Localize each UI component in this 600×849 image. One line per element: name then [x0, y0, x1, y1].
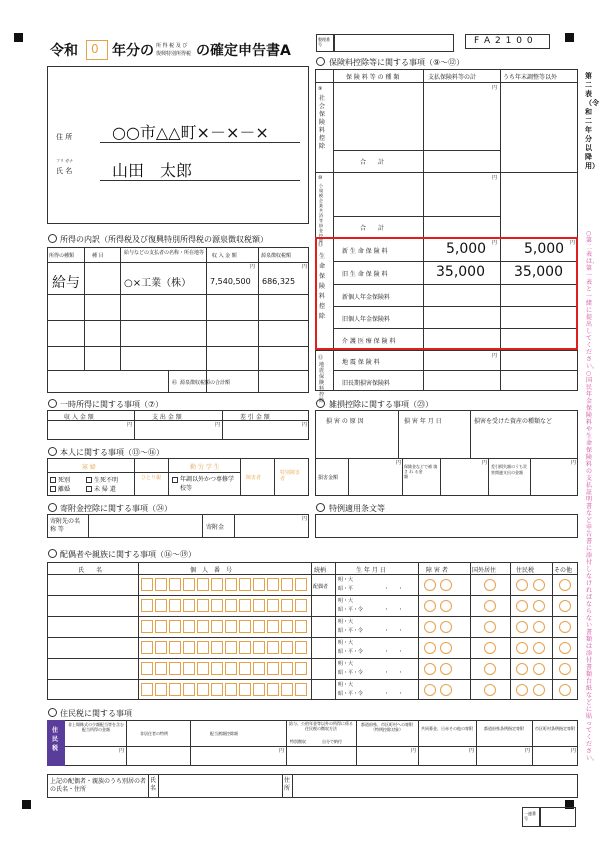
highlight-box — [315, 237, 578, 350]
dependents-title: 配偶者や親族に関する事項（⑯〜⑲） — [60, 550, 196, 559]
special-provision-field[interactable] — [315, 514, 578, 538]
income-amount-value[interactable]: 7,540,500 — [210, 277, 251, 286]
address-value[interactable]: ○○市△△町×－×－× — [112, 123, 269, 142]
new-life-paid-value[interactable]: 5,000 — [446, 241, 487, 257]
serial-number-field[interactable] — [540, 807, 576, 827]
era-label: 令和 — [50, 43, 78, 59]
title-prefix: 年分の — [112, 43, 154, 59]
tax-return-form-page: 令和 0 年分の 所 得 税 及 び 復興特別所得税 の確定申告書A 整理番号 F A 2 1 0 0 住 所 ○○市△△町×－×－× フリ ガナ 氏 名 山田 太郎 所得の内訳（所得税及び復興特別所得税の源泉徴収税額） 所得の種類 種 目 給与などの支払者の名称・所在地等 収 入 金 額 源泉徴収税額 円 円 給与 ○×工業（株） 7,540,500 686,325 ㊺ 源泉徴収税額の合計額 保険料控除等に関する事項（⑨〜⑫） 保 険 料 等 の 種 類 支払保険料等の計 うち年末調整等以外 ⑨ 社会保険料控除 円 合 計 ⑩ 小規模企業共済等掛金控除 円 合 計 ⑪ 生命保険料控除 円 円 新 生 命 保 険 料 旧 生 命 保 険 料 新個人年金保険料 旧個人年金保険料 介 護 医 療 保 険 料 5,000 5,000 35,000 35,000 ⑫ 地震保険料控除 円 地 震 保 険 料 旧長期損害保険料 一時所得に関する事項（⑦） 収 入 金 額 支 出 金 額 差 引 金 額 円 円 円 本人に関する事項（⑬〜⑯） 寡 婦 ひとり親 勤 労 学 生 障害者 特別障害者 死別 離婚 生死不明 未 帰 還 年調以外かつ専修学校等 寄附金控除に関する事項（㉔） 寄附先の名 称 等 寄附金 円 雑損控除に関する事項（㉓） 損 害 の 原 因 損 害 年 月 日 損害を受けた資産の種類など 損害金額 円 保険金などで補 填 さ れ る金 額 円 差引損失額のうち災害関連支出の金額 円 特例適用条文等 配偶者や親族に関する事項（⑯〜⑲） 氏 名 個 人 番 号 続柄 生 年 月 日 障 害 者 国外居住 住民税 その他 配偶者 明・大 昭・平 ・ ・ 明・大 昭・平・令 ・ ・ 明・大 昭・平・令 ・ ・ 明・大 昭・平・令 ・ ・ 明・大 昭・平・令 ・ ・ 明・大 昭・平・令 ・ ・ 住民税に関する事項 住民税 非上場株式の少額配当等を含む配当所得の金額 非居住者の特例 配当割額控除額 給与、公的年金等以外の所得に係る住民税の徴収方法 特別徴収 自分で納付 都道府県、市区町村への寄附（特例控除対象） 共同募金、日赤その他の寄附 都道府県条例指定寄附 市区町村条例指定寄附 円 円 円 円 円 円 上記の配偶者・親族のうち別居の者の氏名・住所 氏名 住所 一連番号 第二表（令和二年分以降用） ○第二表は、第一表と一緒に提出してください。○国民年金保険料や生命保険料の支払証明書など申告書に添付しなければならない書類は添付書類台紙などに貼ってください。 — [0, 0, 600, 849]
side-note-form-number: 第二表（令和二年分以降用） — [585, 72, 599, 170]
registration-mark — [14, 33, 23, 42]
self-items-title: 本人に関する事項（⑬〜⑯） — [60, 448, 164, 457]
form-code: F A 2 1 0 0 — [474, 36, 534, 46]
registration-mark — [22, 800, 31, 809]
side-note-instructions: ○第二表は、第一表と一緒に提出してください。○国民年金保険料や生命保険料の支払証明書など申告書に添付しなければならない書類は添付書類台紙などに貼ってください。 — [586, 230, 599, 762]
payer-value[interactable]: ○×工業（株） — [124, 278, 192, 289]
personal-info-box — [47, 66, 309, 224]
year-field[interactable]: 0 — [91, 42, 99, 56]
donation-table — [47, 514, 309, 538]
special-provision-title: 特例適用条文等 — [329, 504, 385, 513]
new-life-other-value[interactable]: 5,000 — [524, 241, 565, 257]
insurance-title: 保険料控除等に関する事項（⑨〜⑫） — [329, 58, 465, 67]
name-value[interactable]: 山田 太郎 — [112, 161, 193, 180]
form-title: の確定申告書A — [196, 43, 291, 59]
resident-tax-title: 住民税に関する事項 — [60, 709, 132, 718]
temporary-title: 一時所得に関する事項（⑦） — [60, 400, 164, 409]
income-breakdown-title: 所得の内訳（所得税及び復興特別所得税の源泉徴収税額） — [60, 235, 268, 244]
withholding-value[interactable]: 686,325 — [262, 277, 296, 286]
name-label: 氏 名 — [56, 167, 73, 175]
income-type-value[interactable]: 給与 — [52, 275, 80, 291]
seiri-number-field[interactable] — [334, 34, 454, 52]
old-life-other-value[interactable]: 35,000 — [514, 264, 563, 280]
registration-mark — [565, 33, 574, 42]
casualty-title: 雑損控除に関する事項（㉓） — [329, 400, 433, 409]
address-label: 住 所 — [56, 133, 73, 141]
donation-title: 寄附金控除に関する事項（㉔） — [60, 504, 172, 513]
old-life-paid-value[interactable]: 35,000 — [436, 264, 485, 280]
